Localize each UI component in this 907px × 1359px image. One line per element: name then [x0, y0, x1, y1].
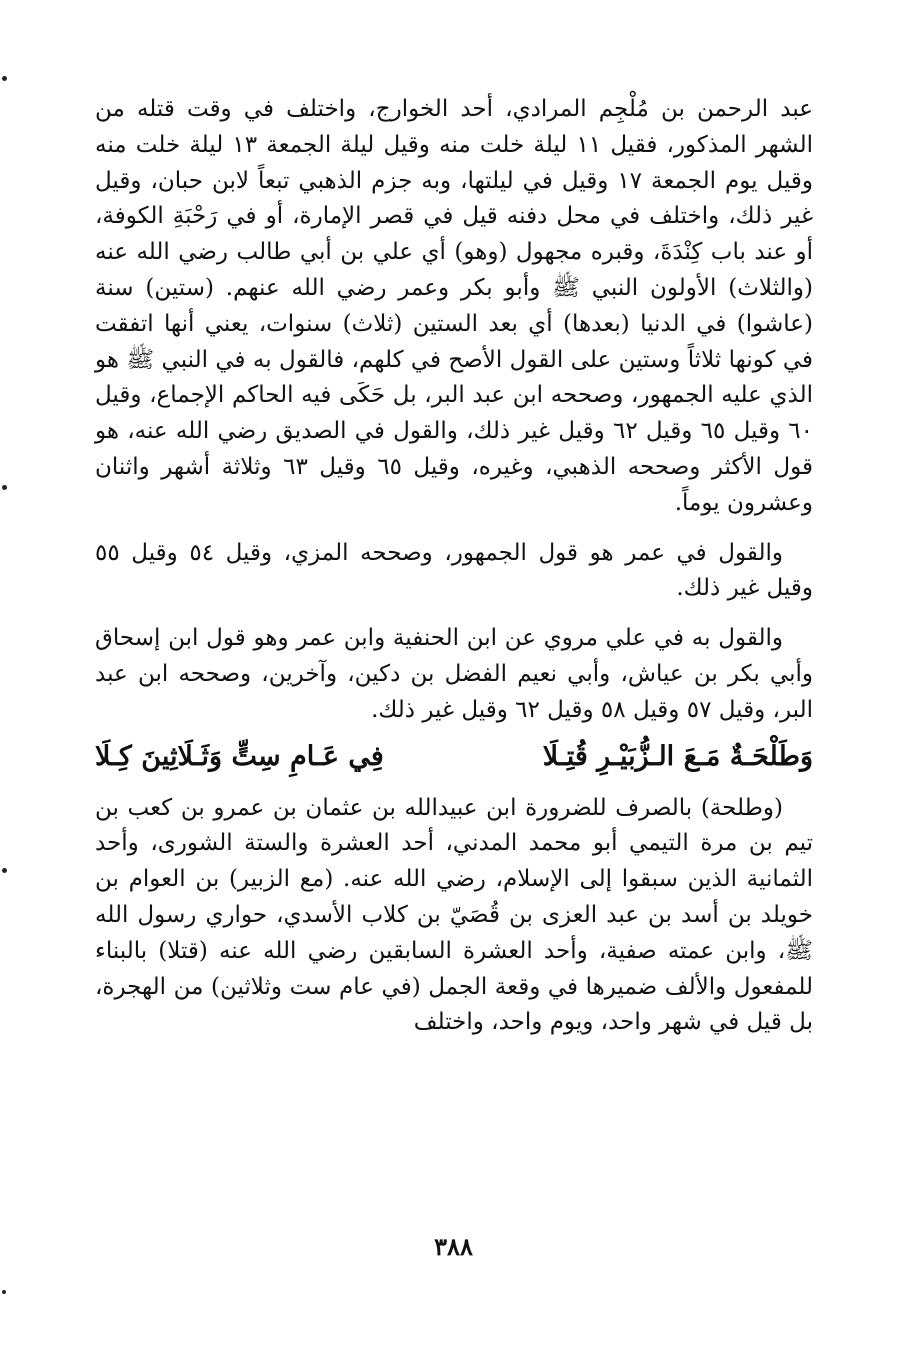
- page-body: [95, 92, 813, 1041]
- page-number: ٣٨٨: [434, 1232, 473, 1261]
- commentary-paragraph-2: والقول في عمر هو قول الجمهور، وصححه المزي، وقيل ٥٤ وقيل ٥٥ وقيل غير ذلك.: [95, 539, 813, 602]
- verse-first-hemistich: وَطَلْحَـةٌ مَـعَ الـزُّبَيْـرِ قُتِـلَا: [542, 740, 813, 772]
- scan-dot-icon: [2, 485, 7, 490]
- commentary-paragraph-4: (وطلحة) بالصرف للضرورة ابن عبيدالله بن عثمان بن عمرو بن كعب بن تيم بن مرة التيمي أبو محمد المدني، أحد العشرة والستة الشورى، وأحد الثمانية الذين سبقوا إلى الإسلام، رضي الله عنه. (مع الزبير) بن العوام بن خويلد بن أسد بن عبد العزى بن قُصَيّ بن كلاب الأسدي، حواري رسول الله ﷺ، وابن عمته صفية، وأحد العشرة السابقين رضي الله عنه (قتلا) بالبناء للمفعول والألف ضميرها في وقعة الجمل (في عام ست وثلاثين) من الهجرة، بل قيل في شهر واحد، ويوم واحد، واختلف: [95, 794, 813, 1036]
- scan-dot-icon: [2, 1290, 6, 1294]
- scan-dot-icon: [2, 868, 7, 873]
- poem-verse: [95, 737, 813, 777]
- commentary-paragraph-1: عبد الرحمن بن مُلْجِم المرادي، أحد الخوارج، واختلف في وقت قتله من الشهر المذكور، فقيل ١١ ليلة خلت منه وقيل ليلة الجمعة ١٣ ليلة خلت منه وقيل يوم الجمعة ١٧ وقيل في ليلتها، وبه جزم الذهبي تبعاً لابن حبان، وقيل غير ذلك، واختلف في محل دفنه قيل في قصر الإمارة، أو في رَحْبَةِ الكوفة، أو عند باب كِنْدَةَ، وقبره مجهول (وهو) أي علي بن أبي طالب رضي الله عنه (والثلاث) الأولون النبي ﷺ وأبو بكر وعمر رضي الله عنهم. (ستين) سنة (عاشوا) في الدنيا (بعدها) أي بعد الستين (ثلاث) سنوات، يعني أنها اتفقت في كونها ثلاثاً وستين على القول الأصح في كلهم، فالقول به في النبي ﷺ هو الذي عليه الجمهور، وصححه ابن عبد البر، بل حَكَى فيه الحاكم الإجماع، وقيل ٦٠ وقيل ٦٥ وقيل ٦٢ وقيل غير ذلك، والقول في الصديق رضي الله عنه، هو قول الأكثر وصححه الذهبي، وغيره، وقيل ٦٥ وقيل ٦٣ وثلاثة أشهر واثنان وعشرون يوماً.: [95, 96, 814, 516]
- scan-dot-icon: [2, 76, 7, 81]
- commentary-paragraph-3: والقول به في علي مروي عن ابن الحنفية وابن عمر وهو قول ابن إسحاق وأبي بكر بن عياش، وأبي نعيم الفضل بن دكين، وآخرين، وصححه ابن عبد البر، وقيل ٥٧ وقيل ٥٨ وقيل ٦٢ وقيل غير ذلك.: [95, 625, 813, 723]
- verse-second-hemistich: فِي عَـامِ سِتٍّ وَثَـلَاثِينَ كِـلَا: [95, 740, 384, 772]
